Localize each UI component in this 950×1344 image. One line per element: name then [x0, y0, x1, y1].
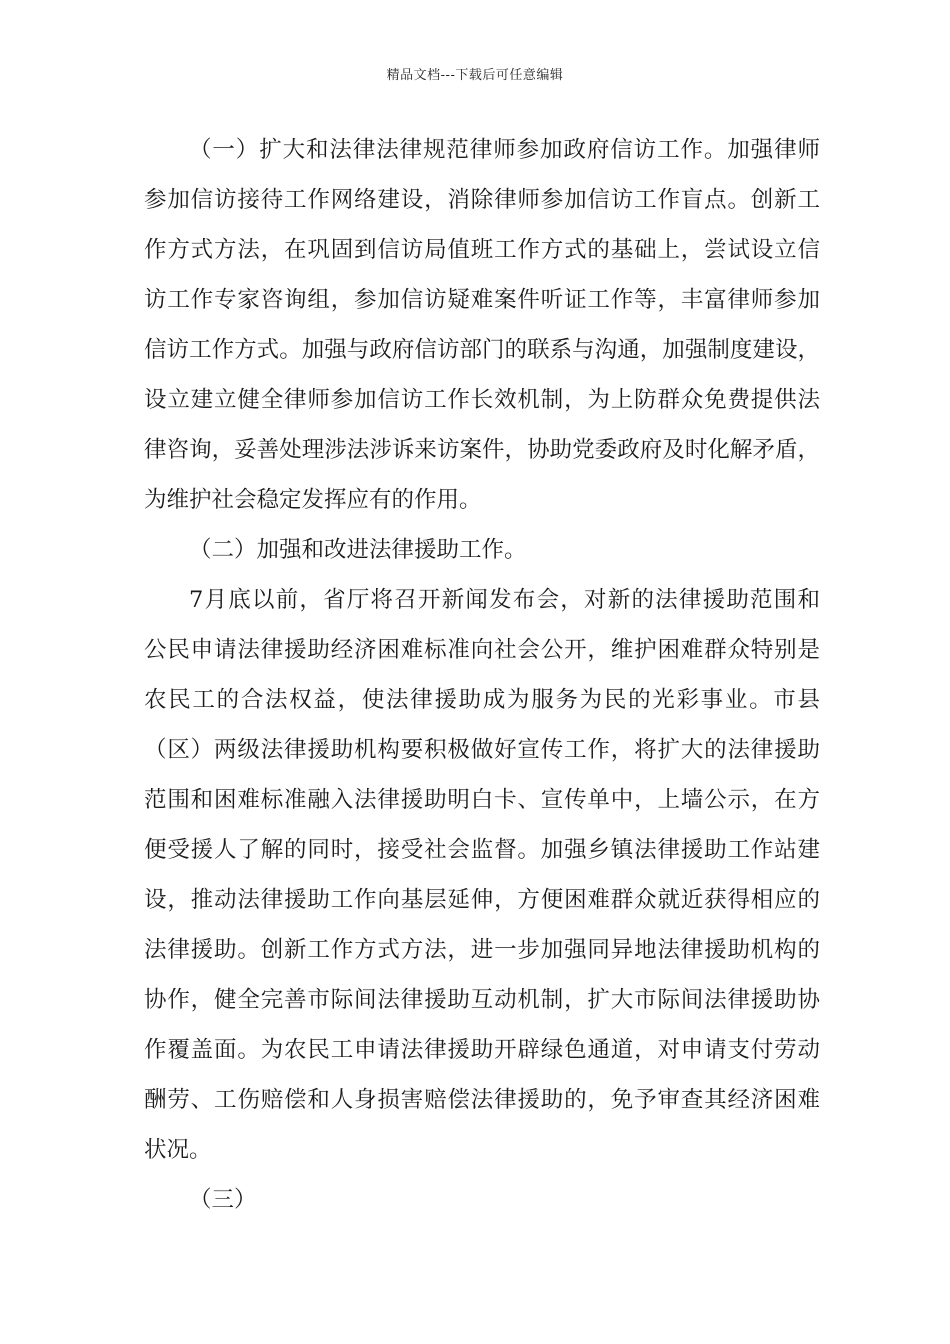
paragraph-line: 便受援人了解的同时，接受社会监督。加强乡镇法律援助工作站建: [144, 837, 820, 863]
paragraph-4: [144, 1175, 820, 1225]
paragraph-line: （区）两级法律援助机构要积极做好宣传工作，将扩大的法律援助: [144, 737, 820, 763]
paragraph-line: 设，推动法律援助工作向基层延伸，方便困难群众就近获得相应的: [144, 887, 820, 913]
paragraph-line: 设立建立健全律师参加信访工作长效机制，为上防群众免费提供法: [144, 387, 820, 413]
page-header: 精品文档---下载后可任意编辑: [386, 68, 564, 83]
paragraph-line: 参加信访接待工作网络建设，消除律师参加信访工作盲点。创新工: [144, 187, 820, 213]
paragraph-line: 农民工的合法权益，使法律援助成为服务为民的光彩事业。市县: [144, 687, 820, 713]
paragraph-line: （一）扩大和法律法律规范律师参加政府信访工作。加强律师: [189, 137, 820, 163]
document-body: [144, 125, 820, 1225]
paragraph-3: [144, 575, 820, 1175]
paragraph-line: 状况。: [144, 1137, 212, 1163]
paragraph-line: 作覆盖面。为农民工申请法律援助开辟绿色通道，对申请支付劳动: [144, 1037, 820, 1063]
paragraph-line: 访工作专家咨询组，参加信访疑难案件听证工作等，丰富律师参加: [144, 287, 820, 313]
paragraph-line: 法律援助。创新工作方式方法，进一步加强同异地法律援助机构的: [144, 937, 820, 963]
paragraph-2: [144, 525, 820, 575]
paragraph-line: 作方式方法，在巩固到信访局值班工作方式的基础上，尝试设立信: [144, 237, 820, 263]
paragraph-line: 协作，健全完善市际间法律援助互动机制，扩大市际间法律援助协: [144, 987, 820, 1013]
paragraph-line: 公民申请法律援助经济困难标准向社会公开，维护困难群众特别是: [144, 637, 820, 663]
paragraph-line: （三）: [189, 1187, 257, 1213]
paragraph-1: [144, 125, 820, 525]
paragraph-line: 律咨询，妥善处理涉法涉诉来访案件，协助党委政府及时化解矛盾，: [144, 437, 820, 463]
paragraph-line: 信访工作方式。加强与政府信访部门的联系与沟通，加强制度建设，: [144, 337, 820, 363]
paragraph-line: 酬劳、工伤赔偿和人身损害赔偿法律援助的，免予审查其经济困难: [144, 1087, 820, 1113]
paragraph-line: 7月底以前，省厅将召开新闻发布会，对新的法律援助范围和: [189, 587, 820, 613]
paragraph-line: 为维护社会稳定发挥应有的作用。: [144, 487, 482, 513]
paragraph-line: （二）加强和改进法律援助工作。: [189, 537, 527, 563]
paragraph-line: 范围和困难标准融入法律援助明白卡、宣传单中，上墙公示，在方: [144, 787, 820, 813]
